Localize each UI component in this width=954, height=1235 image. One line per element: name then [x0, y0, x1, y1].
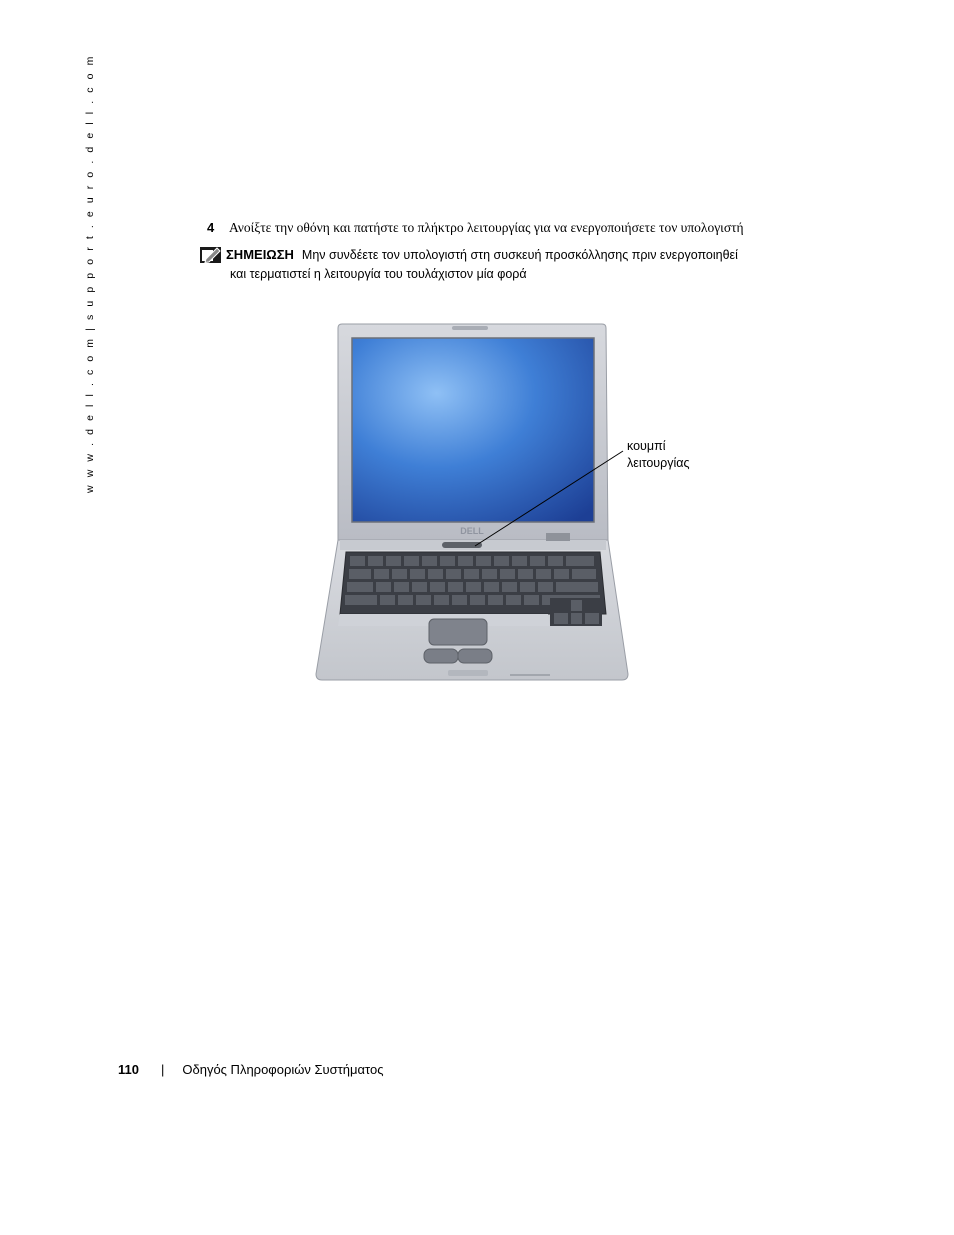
footer-title: Οδηγός Πληροφοριών Συστήματος	[182, 1062, 384, 1077]
laptop-base	[316, 533, 628, 680]
page-footer	[118, 1061, 384, 1079]
laptop-figure	[310, 318, 630, 690]
step-4	[207, 219, 847, 237]
dell-logo: DELL	[460, 526, 484, 536]
footer-separator: |	[160, 1062, 165, 1077]
pencil-note-icon	[200, 247, 221, 263]
laptop-screen	[352, 338, 594, 522]
step-text: Ανοίξτε την οθόνη και πατήστε το πλήκτρο λειτουργίας για να ενεργοποιήσετε τον υπολογιστή	[229, 220, 744, 235]
note-line-1	[226, 246, 738, 264]
side-url: w w w . d e l l . c o m | s u p p o r t . e u r o . d e l l . c o m	[84, 54, 96, 493]
touchpad	[429, 619, 487, 645]
note-text-1: Μην συνδέετε τον υπολογιστή στη συσκευή προσκόλλησης πριν ενεργοποιηθεί	[301, 248, 738, 262]
page-number: 110	[118, 1062, 139, 1077]
callout-line-1: κουμπί	[627, 439, 666, 453]
touchpad-left-button	[424, 649, 458, 663]
power-button-callout	[627, 438, 690, 472]
step-number: 4	[207, 220, 215, 235]
callout-line-2: λειτουργίας	[627, 456, 690, 470]
note-label: ΣΗΜΕΙΩΣΗ	[226, 247, 294, 262]
note-text-2: και τερματιστεί η λειτουργία του τουλάχιστον μία φορά	[230, 267, 527, 281]
touchpad-right-button	[458, 649, 492, 663]
